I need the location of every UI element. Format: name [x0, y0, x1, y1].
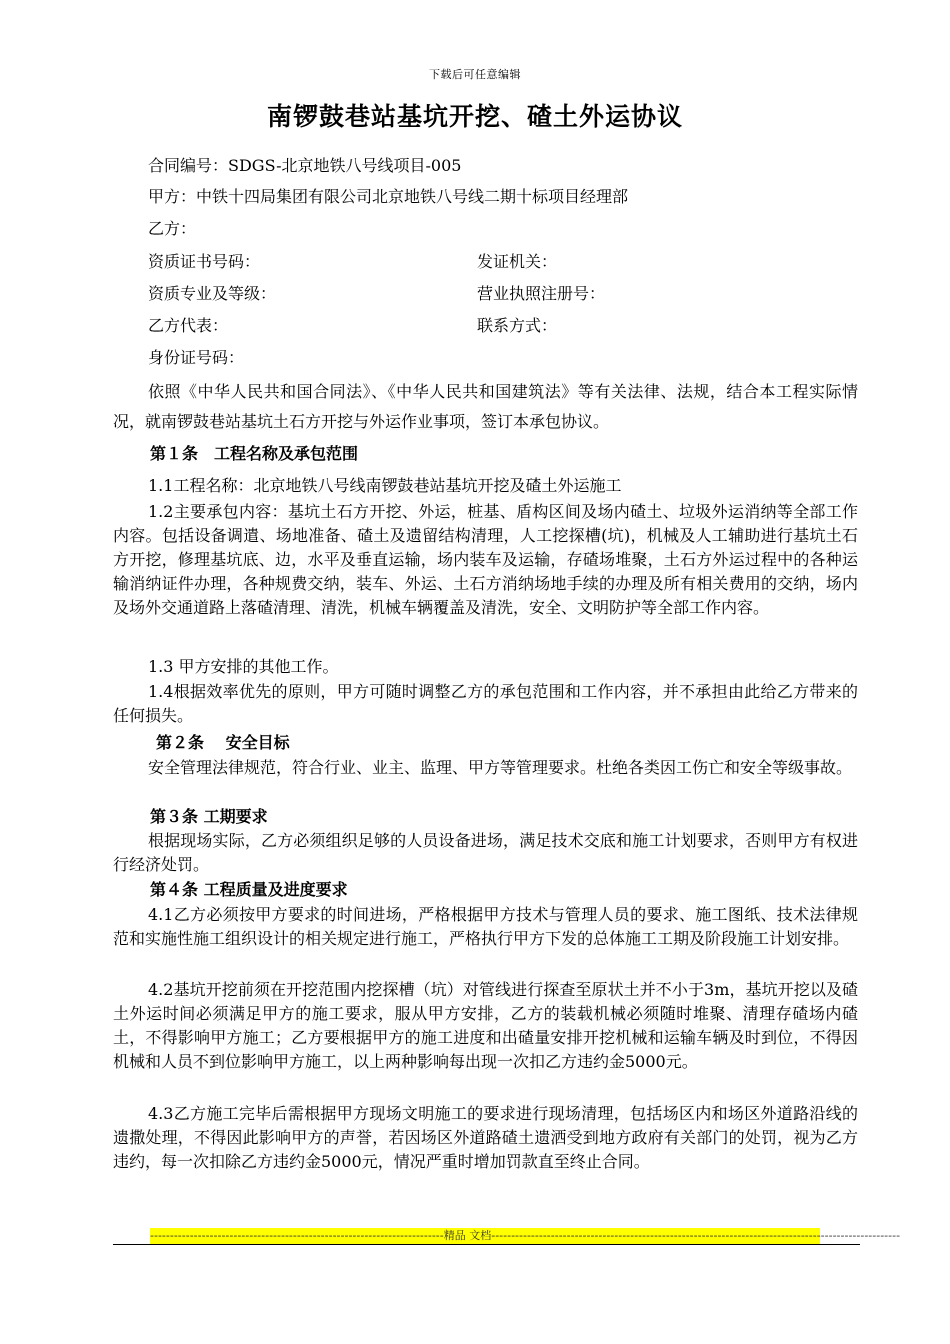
field-cert-no: 资质证书号码：: [148, 252, 261, 271]
article-1-heading: 第１条 工程名称及承包范围: [150, 444, 359, 463]
intro-paragraph: 依照《中华人民共和国合同法》、《中华人民共和国建筑法》等有关法律、法规，结合本工程实际情况，就南锣鼓巷站基坑土石方开挖与外运作业事项，签订本承包协议。: [113, 382, 858, 431]
article-1-2: 1.2主要承包内容：基坑土石方开挖、外运，桩基、盾构区间及场内碴土、垃圾外运消纳等全部工作内容。包括设备调遣、场地准备、碴土及遗留结构清理，人工挖探槽(坑)，机械及人工辅助进行基坑土石方开挖，修理基坑底、边，水平及垂直运输，场内装车及运输，存碴场堆聚，土石方外运过程中的各种运输消纳证件办理，各种规费交纳，装车、外运、土石方消纳场地手续的办理及所有相关费用的交纳，场内及场外交通道路上落碴清理、清洗，机械车辆覆盖及清洗，安全、文明防护等全部工作内容。: [113, 502, 858, 617]
article-1-1: 1.1工程名称：北京地铁八号线南锣鼓巷站基坑开挖及碴土外运施工: [148, 476, 622, 495]
article-2-heading: 第２条 安全目标: [156, 733, 290, 752]
footer-banner: --------------------------------------------------------------------------精品 文档-------------------------------------------------------------------------------------------------------: [150, 1229, 901, 1242]
article-3-heading: 第３条 工期要求: [150, 807, 268, 826]
article-4-3: 4.3乙方施工完毕后需根据甲方现场文明施工的要求进行现场清理，包括场区内和场区外道路沿线的遗撒处理，不得因此影响甲方的声誉，若因场区外道路碴土遗洒受到地方政府有关部门的处罚，视为乙方违约，每一次扣除乙方违约金5000元，情况严重时增加罚款直至终止合同。: [113, 1104, 858, 1171]
document-title: 南锣鼓巷站基坑开挖、碴土外运协议: [266, 102, 683, 131]
field-id-no: 身份证号码：: [148, 348, 245, 367]
footer-divider: [113, 1244, 860, 1245]
party-b: 乙方：: [148, 219, 197, 238]
article-1-4: 1.4根据效率优先的原则，甲方可随时调整乙方的承包范围和工作内容，并不承担由此给乙方带来的任何损失。: [113, 682, 858, 725]
field-contact: 联系方式：: [477, 316, 558, 335]
article-1-3: 1.3 甲方安排的其他工作。: [148, 657, 339, 676]
field-specialty: 资质专业及等级：: [148, 284, 277, 303]
contract-number: 合同编号：SDGS-北京地铁八号线项目-005: [148, 156, 462, 175]
article-4-2: 4.2基坑开挖前须在开挖范围内挖探槽（坑）对管线进行探查至原状土并不小于3m，基坑开挖以及碴土外运时间必须满足甲方的施工要求，服从甲方安排，乙方的装载机械必须随时堆聚、清理存碴场内碴土，不得影响甲方施工；乙方要根据甲方的施工进度和出碴量安排开挖机械和运输车辆及时到位，不得因机械和人员不到位影响甲方施工，以上两种影响每出现一次扣乙方违约金5000元。: [113, 980, 858, 1071]
party-a: 甲方：中铁十四局集团有限公司北京地铁八号线二期十标项目经理部: [148, 187, 629, 206]
field-license-no: 营业执照注册号：: [477, 284, 606, 303]
field-issuer: 发证机关：: [477, 252, 558, 271]
article-2-1: 安全管理法律规范，符合行业、业主、监理、甲方等管理要求。杜绝各类因工伤亡和安全等级事故。: [148, 758, 853, 777]
article-4-heading: 第４条 工程质量及进度要求: [150, 880, 348, 899]
article-4-1: 4.1乙方必须按甲方要求的时间进场，严格根据甲方技术与管理人员的要求、施工图纸、技术法律规范和实施性施工组织设计的相关规定进行施工，严格执行甲方下发的总体施工工期及阶段施工计划安排。: [113, 905, 858, 948]
header-note: 下载后可任意编辑: [429, 68, 521, 81]
article-3-1: 根据现场实际，乙方必须组织足够的人员设备进场，满足技术交底和施工计划要求，否则甲方有权进行经济处罚。: [113, 831, 858, 874]
field-rep: 乙方代表：: [148, 316, 229, 335]
